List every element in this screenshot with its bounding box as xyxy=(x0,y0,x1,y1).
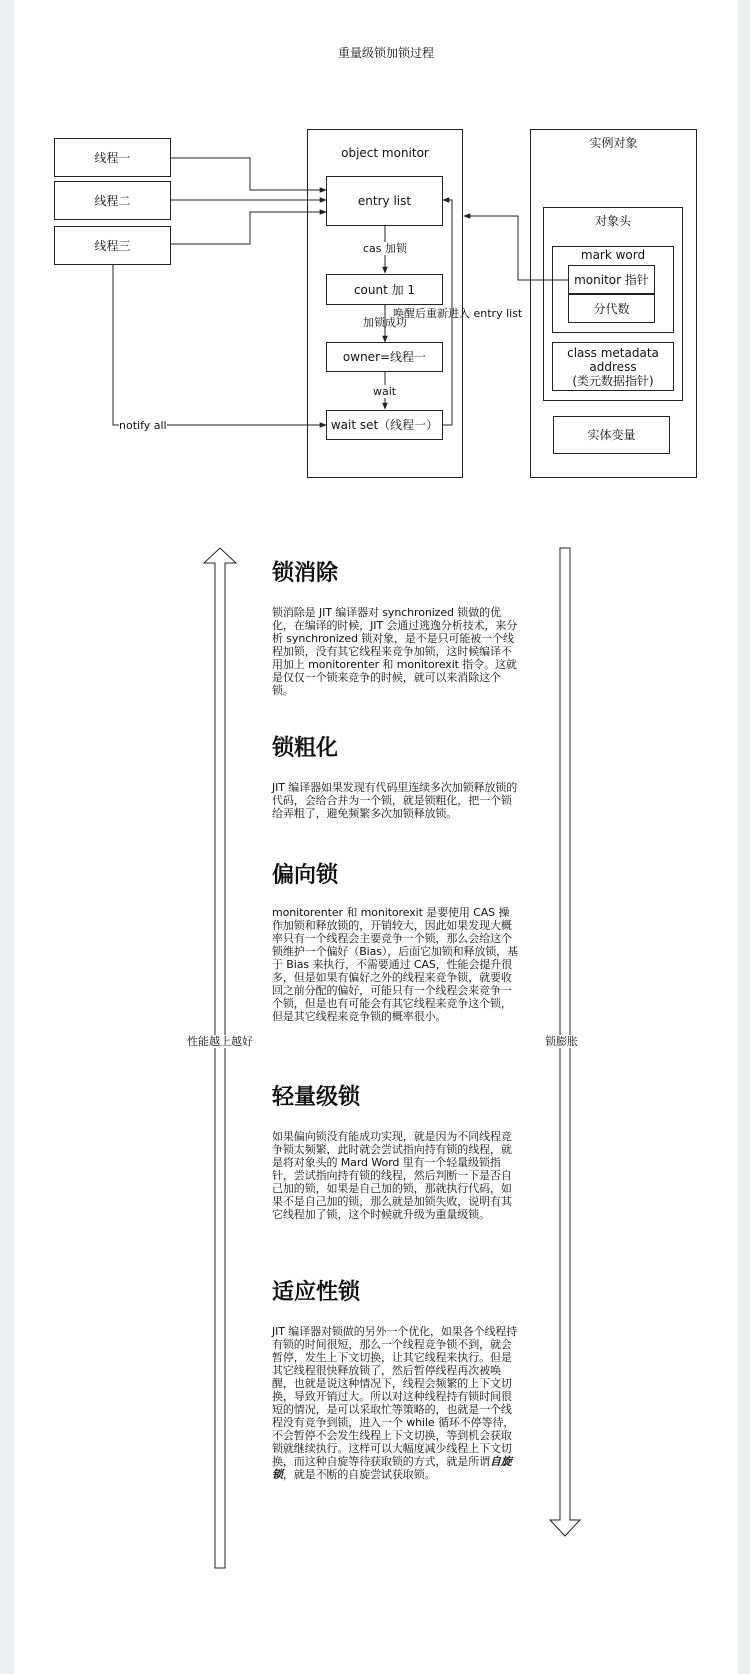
mark-word-title: mark word xyxy=(580,248,646,262)
section-title: 锁消除 xyxy=(272,561,339,586)
section-adaptive-lock xyxy=(272,1279,520,1481)
section-title: 锁粗化 xyxy=(272,736,339,761)
edge-label-lock-success: 加锁成功 xyxy=(363,316,407,329)
edge-thread3-entry xyxy=(171,212,326,244)
section-title: 适应性锁 xyxy=(272,1280,361,1305)
object-monitor-title: object monitor xyxy=(341,146,429,160)
diagram-title: 重量级锁加锁过程 xyxy=(338,46,435,60)
monitor-pointer-box: monitor 指针 xyxy=(568,265,655,294)
thread-two-box: 线程二 xyxy=(54,181,171,220)
wait-set-box: wait set（线程一） xyxy=(326,410,443,440)
section-body-after: ，就是不断的自旋尝试获取锁。 xyxy=(282,1468,436,1481)
left-axis-label: 性能越上越好 xyxy=(187,1035,253,1048)
right-axis-label: 锁膨胀 xyxy=(545,1035,578,1048)
section-body: monitorenter 和 monitorexit 是要使用 CAS 操作加锁和释放锁的，开销较大，因此如果发现大概率只有一个线程会主要竞争一个锁，那么会给这个锁维护一个偏好（Bias），后面它加锁和释放锁，基于 Bias 来执行，不需要通过 CAS，性能会提升很多，但是如果有偏好之外的线程来竞争锁，就要收回之前分配的偏好，可能只有一个线程会来竞争一个锁，但是也有可能会有其它线程来竞争这个锁，但是其它线程来竞争锁的概率很小。 xyxy=(272,906,519,1023)
section-body: 锁消除是 JIT 编译器对 synchronized 锁做的优化，在编译的时候，JIT 会通过逃逸分析技术，来分析 synchronized 锁对象，是不是只可能被一个线程加锁，没有其它线程来竞争加锁，这时候编译不用加上 monitorenter 和 monitorexit 指令。这就是仅仅一个锁来竞争的时候，就可以来消除这个锁。 xyxy=(272,606,518,697)
object-header-title: 对象头 xyxy=(594,214,631,228)
thread-three-box: 线程三 xyxy=(54,226,171,265)
edge-label-wait: wait xyxy=(373,385,397,398)
class-metadata-box: class metadata address (类元数据指针) xyxy=(552,342,674,391)
edge-thread1-entry xyxy=(171,158,326,190)
section-body-before: JIT 编译器对锁做的另外一个优化，如果各个线程持有锁的时间很短，那么一个线程竞争锁不到，就会暂停，发生上下文切换，让其它线程来执行。但是其它线程很快释放锁了，然后暂停线程再次被唤醒，也就是说这种情况下，线程会频繁的上下文切换，导致开销过大。所以对这种线程持有锁时间很短的情况，是可以采取忙等策略的，也就是一个线程没有竞争到锁，进入一个 while 循环不停等待，不会暂停不会发生线程上下文切换，等到机会获取锁就继续执行。这样可以大幅度减少线程上下文切换，而这种自旋等待获取锁的方式，就是所谓 xyxy=(272,1325,518,1468)
section-body xyxy=(272,1325,520,1481)
section-lock-elimination xyxy=(272,560,520,697)
section-body: 如果偏向锁没有能成功实现，就是因为不同线程竞争锁太频繁，此时就会尝试指向持有锁的线程，就是将对象头的 Mard Word 里有一个轻量级锁指针，尝试指向持有锁的线程，然后判断一下是否自己加的锁，如果是自己加的锁，那就执行代码，如果不是自己加的锁，那么就是加锁失败，说明有其它线程加了锁，这个时候就升级为重量级锁。 xyxy=(272,1130,512,1221)
section-lightweight-lock xyxy=(272,1084,520,1221)
edge-label-cas: cas 加锁 xyxy=(363,242,408,255)
left-up-arrow xyxy=(204,548,236,1568)
instance-vars-box: 实体变量 xyxy=(553,416,670,454)
section-title: 轻量级锁 xyxy=(272,1085,361,1110)
instance-object-title: 实例对象 xyxy=(589,136,638,150)
edge-label-notify-all: notify all xyxy=(119,419,167,432)
section-lock-coarsening xyxy=(272,735,520,820)
count-box: count 加 1 xyxy=(326,274,443,305)
edge-label-wakeup: 唤醒后重新进入 entry list xyxy=(393,307,523,320)
generation-box: 分代数 xyxy=(568,294,655,323)
edge-pointer-monitor xyxy=(464,216,568,280)
owner-box: owner=线程一 xyxy=(326,342,443,372)
section-body: JIT 编译器如果发现有代码里连续多次加锁释放锁的代码，会给合并为一个锁，就是锁粗化，把一个锁给弄粗了，避免频繁多次加锁释放锁。 xyxy=(272,781,518,820)
section-body-emphasis: 自旋锁 xyxy=(272,1455,512,1481)
edge-thread3-waitset xyxy=(113,265,326,425)
thread-one-box: 线程一 xyxy=(54,138,171,177)
section-title: 偏向锁 xyxy=(272,863,339,888)
entry-list-box: entry list xyxy=(326,176,443,226)
section-biased-lock xyxy=(272,862,520,1023)
